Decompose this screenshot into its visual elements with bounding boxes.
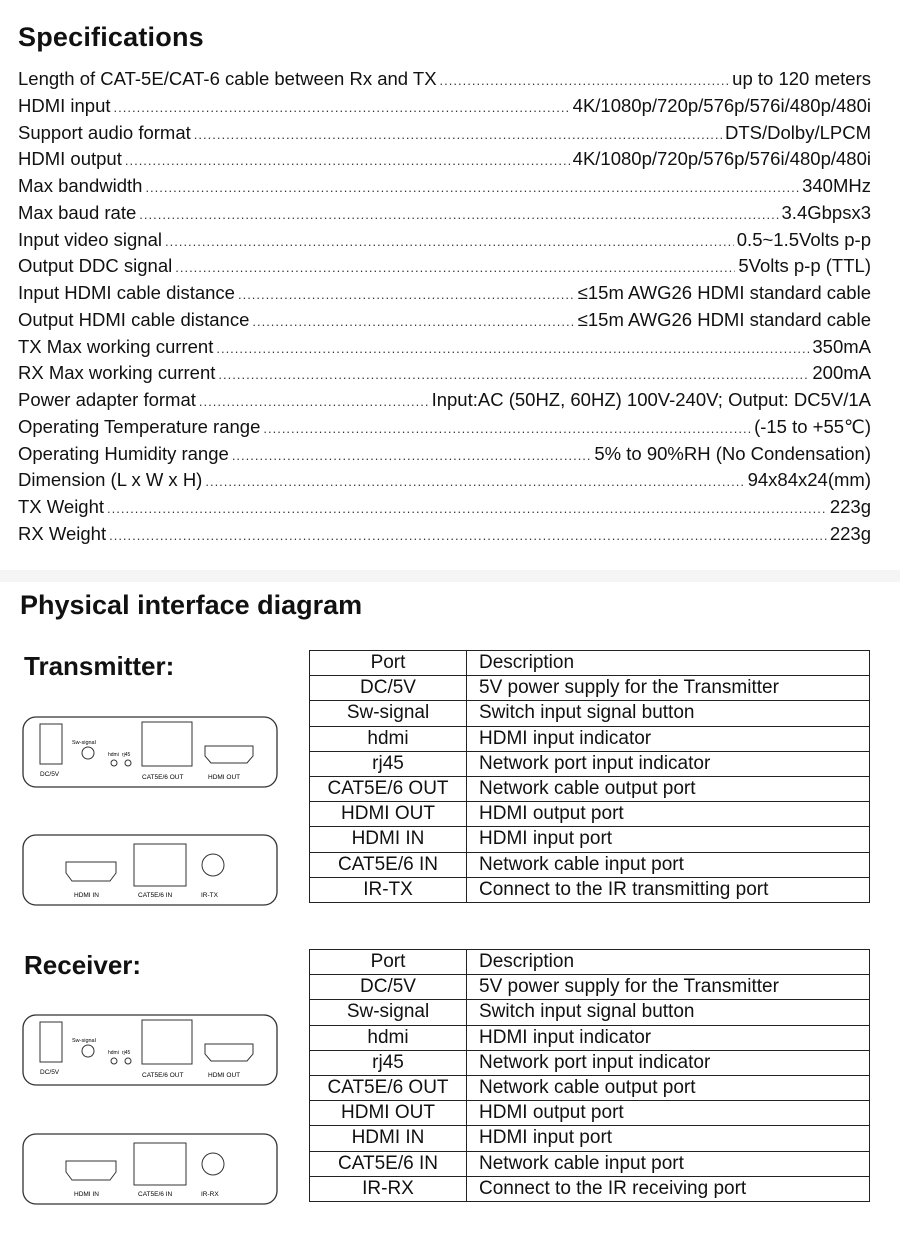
- spec-label: Support audio format: [18, 121, 191, 143]
- spec-row: [18, 148, 871, 175]
- cat-in-label: CAT5E/6 IN: [138, 892, 173, 899]
- description-cell: 5V power supply for the Transmitter: [467, 975, 870, 1000]
- receiver-front-panel-diagram: [22, 1014, 278, 1086]
- spec-value: 340MHz: [802, 175, 871, 196]
- spec-row: [18, 496, 871, 523]
- hdmi-in-port-icon: [66, 1161, 116, 1180]
- port-cell: CAT5E/6 OUT: [310, 1075, 467, 1100]
- dc-power-port: [40, 1022, 62, 1062]
- spec-value: ≤15m AWG26 HDMI standard cable: [577, 282, 871, 303]
- spec-label: TX Max working current: [18, 335, 214, 357]
- port-cell: HDMI IN: [310, 1126, 467, 1151]
- transmitter-ports-table: [309, 650, 870, 903]
- port-cell: Sw-signal: [310, 1000, 467, 1025]
- dot-leader: [109, 528, 827, 543]
- spec-label: TX Weight: [18, 496, 105, 517]
- description-cell: HDMI output port: [467, 802, 870, 827]
- hdmi-out-label: HDMI OUT: [208, 1072, 241, 1079]
- port-cell: HDMI IN: [310, 827, 467, 852]
- spec-value: up to 120 meters: [732, 68, 871, 89]
- dot-leader: [165, 234, 734, 249]
- port-cell: rj45: [310, 1050, 467, 1075]
- hdmi-in-label: HDMI IN: [74, 892, 99, 899]
- table-row: [310, 1176, 870, 1201]
- spec-label: HDMI output: [18, 148, 122, 170]
- spec-label: HDMI input: [18, 94, 111, 116]
- port-cell: CAT5E/6 OUT: [310, 776, 467, 801]
- table-row: [310, 852, 870, 877]
- port-cell: Sw-signal: [310, 701, 467, 726]
- spec-row: [18, 416, 871, 443]
- cat-in-port: [134, 844, 186, 886]
- spec-value: 4K/1080p/720p/576p/576i/480p/480i: [572, 148, 871, 170]
- dot-leader: [205, 474, 744, 489]
- table-header-row: [310, 651, 870, 676]
- cat-in-port: [134, 1143, 186, 1185]
- dot-leader: [125, 153, 570, 168]
- rj45-led-icon: [125, 760, 131, 766]
- port-cell: rj45: [310, 751, 467, 776]
- spec-label: Max baud rate: [18, 201, 137, 223]
- rj45-led-label: rj45: [122, 1050, 131, 1056]
- cat-in-label: CAT5E/6 IN: [138, 1191, 173, 1198]
- description-cell: Network port input indicator: [467, 1050, 870, 1075]
- spec-row: [18, 95, 871, 122]
- spec-value: 94x84x24(mm): [747, 469, 871, 491]
- spec-label: Output DDC signal: [18, 255, 173, 277]
- spec-label: Input HDMI cable distance: [18, 282, 235, 303]
- spec-row: [18, 469, 871, 496]
- port-cell: hdmi: [310, 1025, 467, 1050]
- description-cell: HDMI input port: [467, 1126, 870, 1151]
- dot-leader: [252, 314, 574, 329]
- spec-value: ≤15m AWG26 HDMI standard cable: [577, 308, 871, 330]
- dc-power-port: [40, 724, 62, 764]
- dot-leader: [175, 260, 735, 275]
- dot-leader: [440, 73, 730, 88]
- hdmi-led-icon: [111, 1058, 117, 1064]
- port-cell: IR-RX: [310, 1176, 467, 1201]
- hdmi-in-label: HDMI IN: [74, 1191, 99, 1198]
- table-header-row: [310, 950, 870, 975]
- port-cell: HDMI OUT: [310, 802, 467, 827]
- dot-leader: [114, 100, 570, 115]
- spec-row: [18, 229, 871, 256]
- sw-signal-button-icon: [82, 747, 94, 759]
- spec-row: [18, 362, 871, 389]
- spec-value: 350mA: [812, 335, 871, 357]
- description-cell: HDMI output port: [467, 1101, 870, 1126]
- spec-value: 3.4Gbpsx3: [781, 201, 871, 223]
- spec-row: [18, 202, 871, 229]
- table-row: [310, 1025, 870, 1050]
- spec-value: (-15 to +55℃): [754, 415, 871, 437]
- description-cell: Network port input indicator: [467, 751, 870, 776]
- table-row: [310, 1000, 870, 1025]
- specifications-title: Specifications: [18, 22, 204, 52]
- sw-signal-label: Sw-signal: [72, 1038, 96, 1044]
- description-cell: Connect to the IR transmitting port: [467, 877, 870, 902]
- spec-label: Input video signal: [18, 228, 162, 250]
- spec-label: Length of CAT-5E/CAT-6 cable between Rx and TX: [18, 68, 437, 89]
- dot-leader: [232, 448, 592, 463]
- dot-leader: [107, 501, 827, 516]
- spec-value: 200mA: [812, 362, 871, 384]
- description-cell: Network cable output port: [467, 1075, 870, 1100]
- table-row: [310, 676, 870, 701]
- dot-leader: [199, 394, 429, 409]
- table-row: [310, 701, 870, 726]
- port-cell: CAT5E/6 IN: [310, 852, 467, 877]
- spec-row: [18, 336, 871, 363]
- table-row: [310, 802, 870, 827]
- port-cell: Port: [310, 651, 467, 676]
- transmitter-heading: Transmitter:: [24, 651, 175, 681]
- sw-signal-button-icon: [82, 1045, 94, 1057]
- rj45-led-icon: [125, 1058, 131, 1064]
- port-cell: HDMI OUT: [310, 1101, 467, 1126]
- hdmi-led-icon: [111, 760, 117, 766]
- description-cell: Description: [467, 651, 870, 676]
- spec-value: 223g: [829, 496, 871, 517]
- cat-out-port: [142, 722, 192, 766]
- hdmi-out-port-icon: [205, 746, 253, 763]
- table-row: [310, 1151, 870, 1176]
- description-cell: Description: [467, 950, 870, 975]
- description-cell: Switch input signal button: [467, 701, 870, 726]
- table-row: [310, 1126, 870, 1151]
- hdmi-led-label: hdmi: [108, 752, 119, 758]
- spec-label: Power adapter format: [18, 389, 196, 410]
- table-row: [310, 975, 870, 1000]
- hdmi-led-label: hdmi: [108, 1050, 119, 1056]
- spec-row: [18, 175, 871, 202]
- ir-port-icon: [202, 854, 224, 876]
- hdmi-out-label: HDMI OUT: [208, 774, 241, 781]
- spec-value: Input:AC (50HZ, 60HZ) 100V-240V; Output: DC5V/1A: [431, 389, 871, 410]
- dot-leader: [263, 421, 751, 436]
- section-divider: [0, 570, 900, 582]
- dot-leader: [216, 341, 809, 356]
- port-cell: CAT5E/6 IN: [310, 1151, 467, 1176]
- hdmi-in-port-icon: [66, 862, 116, 881]
- rj45-led-label: rj45: [122, 752, 131, 758]
- dot-leader: [194, 127, 722, 142]
- port-cell: hdmi: [310, 726, 467, 751]
- description-cell: Connect to the IR receiving port: [467, 1176, 870, 1201]
- specifications-list: [18, 68, 871, 550]
- spec-value: 4K/1080p/720p/576p/576i/480p/480i: [572, 94, 871, 116]
- dot-leader: [238, 287, 575, 302]
- table-row: [310, 1101, 870, 1126]
- spec-label: Operating Humidity range: [18, 442, 229, 464]
- receiver-ports-table: [309, 949, 870, 1202]
- port-cell: Port: [310, 950, 467, 975]
- table-row: [310, 827, 870, 852]
- description-cell: HDMI input indicator: [467, 1025, 870, 1050]
- dc-label: DC/5V: [40, 771, 60, 778]
- description-cell: Network cable input port: [467, 1151, 870, 1176]
- port-cell: DC/5V: [310, 676, 467, 701]
- spec-row: [18, 309, 871, 336]
- description-cell: HDMI input port: [467, 827, 870, 852]
- spec-row: [18, 122, 871, 149]
- cat-out-label: CAT5E/6 OUT: [142, 1072, 184, 1079]
- spec-label: Output HDMI cable distance: [18, 308, 250, 330]
- spec-row: [18, 523, 871, 550]
- spec-label: RX Max working current: [18, 362, 216, 384]
- description-cell: Network cable output port: [467, 776, 870, 801]
- table-row: [310, 726, 870, 751]
- table-row: [310, 751, 870, 776]
- description-cell: Network cable input port: [467, 852, 870, 877]
- ir-label: IR-RX: [201, 1191, 219, 1198]
- table-row: [310, 1050, 870, 1075]
- spec-label: RX Weight: [18, 522, 107, 544]
- spec-label: Dimension (L x W x H): [18, 469, 203, 491]
- receiver-back-panel-diagram: [22, 1133, 278, 1205]
- port-cell: IR-TX: [310, 877, 467, 902]
- ir-label: IR-TX: [201, 892, 218, 899]
- cat-out-label: CAT5E/6 OUT: [142, 774, 184, 781]
- dot-leader: [139, 207, 778, 222]
- spec-row: [18, 389, 871, 416]
- spec-label: Operating Temperature range: [18, 415, 261, 437]
- transmitter-front-panel-diagram: [22, 716, 278, 788]
- sw-signal-label: Sw-signal: [72, 740, 96, 746]
- table-row: [310, 877, 870, 902]
- dot-leader: [218, 367, 809, 382]
- table-row: [310, 776, 870, 801]
- spec-row: [18, 282, 871, 309]
- spec-label: Max bandwidth: [18, 175, 143, 196]
- spec-value: 5% to 90%RH (No Condensation): [594, 442, 871, 464]
- description-cell: Switch input signal button: [467, 1000, 870, 1025]
- spec-value: 0.5~1.5Volts p-p: [736, 228, 871, 250]
- spec-value: 5Volts p-p (TTL): [738, 255, 871, 277]
- ir-port-icon: [202, 1153, 224, 1175]
- hdmi-out-port-icon: [205, 1044, 253, 1061]
- receiver-heading: Receiver:: [24, 950, 142, 980]
- dot-leader: [145, 180, 799, 195]
- description-cell: 5V power supply for the Transmitter: [467, 676, 870, 701]
- port-cell: DC/5V: [310, 975, 467, 1000]
- spec-value: DTS/Dolby/LPCM: [725, 121, 871, 143]
- table-row: [310, 1075, 870, 1100]
- description-cell: HDMI input indicator: [467, 726, 870, 751]
- spec-row: [18, 443, 871, 470]
- spec-value: 223g: [829, 522, 871, 544]
- cat-out-port: [142, 1020, 192, 1064]
- interface-diagram-title: Physical interface diagram: [20, 590, 363, 620]
- spec-row: [18, 255, 871, 282]
- transmitter-back-panel-diagram: [22, 834, 278, 906]
- dc-label: DC/5V: [40, 1069, 60, 1076]
- spec-row: [18, 68, 871, 95]
